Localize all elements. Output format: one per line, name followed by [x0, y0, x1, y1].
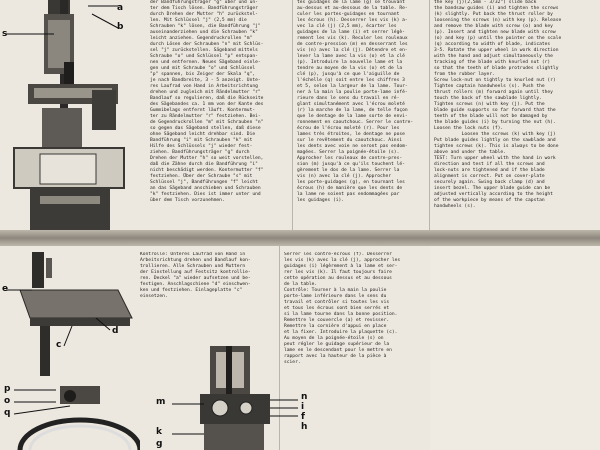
french-instructions-bottom [284, 252, 424, 392]
figure-label-p: p [4, 384, 11, 394]
text-line: sion (m) jusqu'à ce qu'ils touchent lé- [297, 162, 405, 167]
text-line: glant simultanément avec l'écrou moleté [297, 102, 405, 107]
text-line: loosening the screws (n) with key (p). Release [434, 18, 562, 23]
text-line: lame en le descendant pour le mettre en [284, 348, 392, 353]
blade-guide-illustration [160, 346, 300, 450]
text-line: direction and test if all the screws and [434, 162, 545, 167]
text-line: tracking of the blade with knurled nut (r) [434, 60, 551, 65]
text-line: des Sägebandes ca. 1 mm von der Kante des [150, 102, 264, 107]
text-line: Approcher les rouleaux de contre-pres- [297, 156, 403, 161]
text-line: TEST: Turn upper wheel with the hand in work [434, 156, 556, 161]
text-line: lames très étroites, le dentage ne pose [297, 132, 405, 137]
text-line: so that the teeth of blade protrudes slightly [434, 66, 559, 71]
english-instructions-top [434, 0, 600, 230]
text-line: blade guide supports so far forward that the [434, 108, 556, 113]
text-line: nicht beschädigt werden. Kontermutter "f" [150, 168, 264, 173]
text-line: rieure dans le sens du travail en ré- [297, 96, 400, 101]
text-line: porte-lame inférieure dans le sens du [284, 294, 387, 299]
text-line: handwheels (s). [434, 204, 476, 209]
text-line: les porte-guidages (g), en tournant les [297, 180, 405, 185]
text-line: nen und entfernen. Neues Sägeband einle- [150, 60, 261, 65]
text-line: "p" spannen, bis Zeiger der Skala "q", [150, 72, 256, 77]
text-line: über dem Tisch vorzunehmen. [150, 198, 225, 203]
text-line: "k" festziehen. Dies ist immer unter und [150, 192, 261, 197]
text-line: (r) la marche de la lame, de telle façon [297, 108, 408, 113]
text-line: rapport avec la hauteur de la pièce à [284, 354, 387, 359]
text-line: magées. Serrer la poignée-étoile (s). [297, 150, 400, 155]
text-line: thrust rollers (m) forward again until they [434, 90, 553, 95]
text-line: der Bandführungsträger "g" über und un- [150, 0, 258, 5]
text-line: lock-nuts are tightened and if the blade [434, 168, 545, 173]
text-line: guidages de la lame (i) et serrer légè- [297, 30, 405, 35]
text-line: securely again. Swing back clamp (d) and [434, 180, 545, 185]
figure-label-o: o [4, 396, 11, 406]
text-line: que le dentage de la lame sorte de envi- [297, 114, 408, 119]
text-line: tendre au moyen de la vis (o) et de la [297, 66, 403, 71]
text-line: (q) according to width of blade, indicates [434, 42, 551, 47]
text-line: ronnement en caoutchouc. Serrer le contre- [297, 120, 414, 125]
text-line: (p). Insert and tighten new blade with screw [434, 30, 556, 35]
column-divider [292, 0, 293, 230]
text-line: teeth of the blade will not be damaged by [434, 114, 548, 119]
text-line: alignment is correct. Put on cover-plate [434, 174, 545, 179]
text-line: touch the back of the sawblade lightly. [434, 96, 542, 101]
text-line: culer les portes-guidages en tournant [297, 12, 400, 17]
text-line: (o) and key (p) until the pointer on the scale [434, 36, 562, 41]
text-line: les vis (k) avec la clé (j), approcher les [284, 258, 401, 263]
text-line: Contrôle: Tourner à la main la poulie [284, 288, 387, 293]
text-line: the bandsaw guides (i) and tighten the screws [434, 6, 559, 11]
text-line: ren. Deckel "a" wieder aufsetzen und be- [140, 276, 251, 281]
text-line: vis (n) avec la clé (j). Approcher [297, 174, 392, 179]
text-line: Bandlauf so regulieren, daß die Rückseite [150, 96, 264, 101]
text-line: ter dem Tisch lösen. Bandführungsträger [150, 6, 258, 11]
text-line: Arbeitsrichtung drehen und Bandlauf kon- [140, 258, 251, 263]
text-line: ziehen. Bandführungsträger "g" durch [150, 150, 250, 155]
text-line: les guidages (i). [297, 198, 345, 203]
text-line: Gummibelags entfernt läuft. Kontermut- [150, 108, 256, 113]
text-line: sel "j" zurückstellen. Sägeband mittels [150, 48, 258, 53]
text-line: leicht anziehen. Gegendruckrollen "m" [150, 36, 253, 41]
text-line: durch Lösen der Schrauben "n" mit Schlüs- [150, 42, 264, 47]
text-line: lever la lame avec la vis (o) et la clé [297, 54, 405, 59]
text-line: Schlüssel "j", Bandführungen "f" leicht [150, 180, 258, 185]
text-line: travail et contrôler si toutes les vis [284, 300, 390, 305]
text-line: ter zu Rändelmutter "r" festziehen. Bei- [150, 114, 261, 119]
text-line: Loosen the lock nuts (f). [434, 126, 504, 131]
text-line: trollieren. Alle Schrauben und Muttern [140, 264, 246, 269]
text-line: with the hand and adjust simultaneously the [434, 54, 553, 59]
text-line: ohne Sägeband leicht drehbar sind. Die [150, 132, 256, 137]
column-divider [429, 0, 430, 230]
text-line: et la fixer. Introduire la plaquette (c). [284, 330, 398, 335]
text-line: peut régler le guidage supérieur de la [284, 342, 390, 347]
text-line: cette opération au dessus et au dessous [284, 276, 392, 281]
text-line: the blade guides (i) by turning the nut (h). [434, 120, 556, 125]
text-line: vis (n) avec la clé (j). Détendre et en- [297, 48, 408, 53]
text-line: écrou de l'écrou moleté (r). Pour les [297, 126, 400, 131]
text-line: l'échelle (q) soit entre les chiffres 3 [297, 78, 405, 83]
text-line: ken und festziehen. Einlageplatte "c" [140, 288, 243, 293]
german-instructions-top [150, 0, 285, 230]
text-line: rement les vis (k). Reculer les rouleaux [297, 36, 408, 41]
text-line: einsetzen. [140, 294, 168, 299]
text-line: festziehen. Über der Schraube "s" mit [150, 174, 253, 179]
text-line: gen und mit Schraube "o" und Schlüssel [150, 66, 256, 71]
figure-label-g: g [156, 439, 163, 449]
text-line: vec la clé (j) (2,5 mm), écarter les [297, 24, 397, 29]
text-line: si la lame tourne dans la bonne position. [284, 312, 398, 317]
text-line: Screw lock-nut on tightly to knurled nut (r) [434, 78, 556, 83]
text-line: Drehen der Mutter "h" so weit vorstellen, [150, 156, 264, 161]
text-line: et 5, selon la largeur de la lame. Tour- [297, 84, 408, 89]
text-line: au-dessus et au-dessous de la table. Re- [297, 6, 408, 11]
text-line: Hilfe des Schlüssels "j" wieder fest- [150, 144, 253, 149]
text-line: gèrement le dos de la lame. Serrer la [297, 168, 400, 173]
figure-label-q: q [4, 408, 11, 418]
text-line: der Einstellung auf Festsitz kontrollie- [140, 270, 251, 275]
figure-label-n: n [301, 392, 308, 402]
text-line: ner à la main la poulie porte-lame infé- [297, 90, 408, 95]
text-line: Remettre le couvercle (a) et revisser. [284, 318, 390, 323]
figure-label-d: d [112, 326, 119, 336]
text-line: rer les vis (k). Il faut toujours faire [284, 270, 392, 275]
text-line: clé (p), jusqu'à ce que l'aiguille de [297, 72, 400, 77]
text-line: an das Sägeband anschieben und Schrauben [150, 186, 261, 191]
text-line: Loosen the screws (k) with key (j) [434, 132, 556, 137]
text-line: and remove the blade with screw (o) and key [434, 24, 553, 29]
text-line: de la table. [284, 282, 318, 287]
figure-label-c: c [56, 340, 62, 350]
text-line: écrous (h) de manière que les dents de [297, 186, 403, 191]
text-line: drehen und zugleich mit Rändelmutter "r" [150, 90, 261, 95]
text-line: Tighten captain handwheels (s). Push the [434, 84, 545, 89]
figure-label-m: m [156, 397, 166, 407]
text-line: de contre-pression (m) en desserrant les [297, 42, 408, 47]
text-line: (p). Introduire la nouvelle lame et la [297, 60, 403, 65]
figure-label-f: f [301, 412, 305, 422]
text-line: les écrous (h). Desserrer les vis (k) a- [297, 18, 408, 23]
text-line: len. Mit Schlüssel "j" (2,5 mm) die [150, 18, 247, 23]
text-line: adjusted vertically according to the height [434, 192, 553, 197]
text-line: Bandführung "i" mit Schrauben "k" mit [150, 138, 253, 143]
text-line: Serrer les contre-écrous (f). Desserrer [284, 252, 392, 257]
text-line: Kontrolle: Unteres Laufrad von Hand in [140, 252, 246, 257]
bandsaw-machine-illustration [0, 0, 130, 230]
figure-label-b: b [117, 22, 124, 32]
text-line: festigen. Anschlagschiene "d" einschwen- [140, 282, 251, 287]
text-line: Tighten screws (n) with key (j). Put the [434, 102, 545, 107]
text-line: Put blade guides lightly on the sawblade and [434, 138, 556, 143]
figure-label-i: i [301, 402, 305, 412]
text-line: Au moyen de la poignée-étoile (s) on [284, 336, 384, 341]
manual-page-bottom [0, 246, 600, 450]
text-line: tes guidages de la lame (g) se trouvant [297, 0, 405, 5]
text-line: the key (j)(2,5mm - 3/32") slide back [434, 0, 537, 5]
text-line: la lame ne soient pas endommagées par [297, 192, 400, 197]
text-line: (k) slightly. Put back the thrust roller by [434, 12, 553, 17]
text-line: scier. [284, 360, 301, 365]
figure-label-e: e [2, 284, 9, 294]
text-line: 3-5. Rotate the upper wheel in work direction [434, 48, 559, 53]
text-line: et tous les écrous sont bien serrés et [284, 306, 390, 311]
text-line: insert bezel. The upper blade guide can be [434, 186, 551, 191]
blank-area [430, 246, 600, 450]
text-line: from the rubber layer. [434, 72, 495, 77]
text-line: res Laufrad von Hand in Arbeitsrichtung [150, 84, 258, 89]
french-instructions-top [297, 0, 427, 230]
figure-label-k: k [156, 427, 162, 437]
text-line: auseinanderziehen und die Schrauben "k" [150, 30, 258, 35]
text-line: of the workpiece by means of the capstan [434, 198, 545, 203]
text-line: daß die Zähne durch die Bandführung "i" [150, 162, 258, 167]
text-line: above and under the table. [434, 150, 506, 155]
text-line: Schrauben "k" lösen, die Bandführung "j" [150, 24, 261, 29]
table-clamp-illustration [0, 246, 140, 450]
text-line: je nach Bandbreite, 3 - 5 anzeigt. Unte- [150, 78, 261, 83]
text-line: Schraube "o" und Schlüssel "p" entspan- [150, 54, 258, 59]
figure-label-s: s [2, 29, 8, 39]
text-line: les dents avec voie ne seront pas endom- [297, 144, 408, 149]
text-line: Remettre la cornière d'appui en place [284, 324, 387, 329]
text-line: durch Drehen der Mutter "h" zurückstel- [150, 12, 258, 17]
text-line: so gegen das Sägeband stellen, daß diese [150, 126, 261, 131]
text-line: tighten screws (k). This is always to be done [434, 144, 559, 149]
figure-label-a: a [117, 3, 124, 13]
page-fold [0, 230, 600, 246]
figure-label-h: h [301, 422, 308, 432]
text-line: de Gegendruckrollen "m" mit Schrauben "n" [150, 120, 264, 125]
text-line: sur le revêtement du caoutchouc. Ainsi [297, 138, 403, 143]
text-line: guidages (i) légèrement à la lame et ser- [284, 264, 398, 269]
